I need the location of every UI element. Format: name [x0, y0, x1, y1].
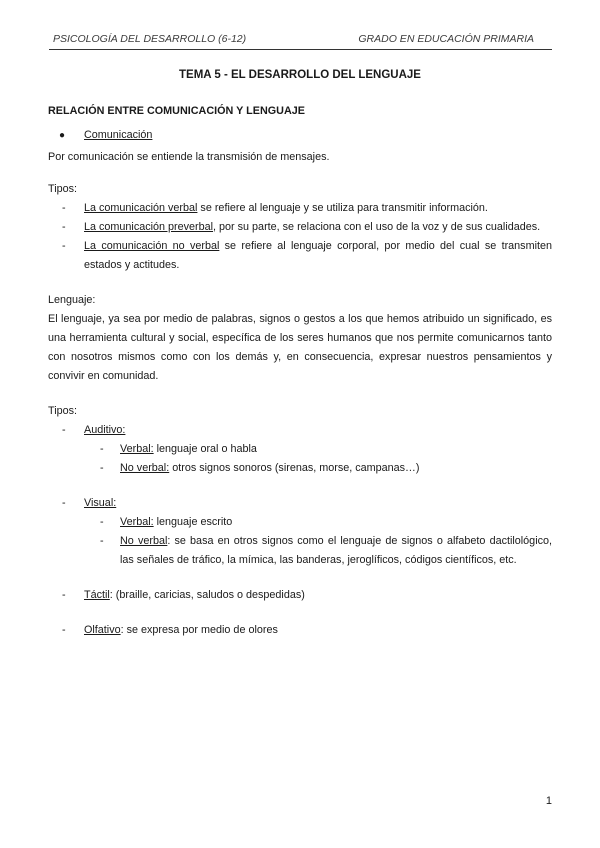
sub-list-item [48, 513, 552, 532]
header-course: PSICOLOGÍA DEL DESARROLLO (6-12) [53, 33, 247, 45]
lenguaje-definition: El lenguaje, ya sea por medio de palabras, signos o gestos a los que hemos atribuido un significado, es una herramienta cultural y social, específica de los seres humanos que nos permite comunicarnos tanto con nosotros mismos como con los demás y, en consecuencia, expresar nuestros pensamientos y convivir en comunidad. [48, 313, 552, 382]
list-item-text: se refiere al lenguaje corporal, por medio del cual se transmiten estados y actitudes. [84, 240, 552, 271]
list-item [48, 218, 552, 237]
sub-item-text: lenguaje oral o habla [153, 443, 257, 455]
sub-list-item [48, 440, 552, 459]
dash-marker: - [62, 589, 66, 601]
page-header [49, 33, 552, 49]
dash-marker: - [100, 516, 104, 528]
dash-marker: - [62, 497, 66, 509]
list-item [48, 199, 552, 218]
page-title: TEMA 5 - EL DESARROLLO DEL LENGUAJE [179, 69, 421, 81]
list-item-text: , por su parte, se relaciona con el uso de la voz y de sus cualidades. [213, 221, 541, 233]
dash-marker: - [100, 443, 104, 455]
lenguaje-tipos-list [48, 421, 552, 440]
list-item-auditivo [48, 421, 552, 440]
list-item-term: Auditivo: [84, 424, 126, 436]
comunicacion-definition: Por comunicación se entiende la transmisión de mensajes. [48, 151, 330, 163]
sub-item-term: Verbal: [120, 516, 154, 528]
header-degree: GRADO EN EDUCACIÓN PRIMARIA [358, 33, 534, 45]
dash-marker: - [100, 535, 104, 547]
sub-item-text: : se basa en otros signos como el lenguaje de signos o alfabeto dactilológico, las señales de tráfico, la mímica, las banderas, jeroglíficos, códigos científicos, etc. [120, 535, 552, 566]
header-rule [49, 49, 552, 50]
list-item-term: Olfativo [84, 624, 121, 636]
dash-marker: - [62, 221, 66, 233]
section-title: RELACIÓN ENTRE COMUNICACIÓN Y LENGUAJE [48, 105, 305, 117]
dash-marker: - [62, 624, 66, 636]
visual-sublist [48, 513, 552, 570]
sub-item-text: lenguaje escrito [153, 516, 233, 528]
lenguaje-tipos-list-olfativo [48, 621, 552, 640]
page-number: 1 [545, 795, 552, 807]
sub-item-term: Verbal: [120, 443, 154, 455]
auditivo-sublist [48, 440, 552, 478]
list-item-term: Visual: [84, 497, 117, 509]
sub-item-term: No verbal [120, 535, 168, 547]
dash-marker: - [100, 462, 104, 474]
list-item-text: : se expresa por medio de olores [120, 624, 278, 636]
document-body [48, 66, 552, 640]
list-item-term: Táctil [84, 589, 110, 601]
dash-marker: - [62, 240, 66, 252]
bullet-icon: ● [59, 130, 66, 141]
sub-item-text: otros signos sonoros (sirenas, morse, campanas…) [169, 462, 420, 474]
list-item [48, 237, 552, 275]
dash-marker: - [62, 424, 66, 436]
lenguaje-tipos-list-visual [48, 494, 552, 513]
dash-marker: - [62, 202, 66, 214]
sub-list-item [48, 532, 552, 570]
list-item-tactil [48, 586, 552, 605]
sub-list-item [48, 459, 552, 478]
list-item-term: La comunicación no verbal [84, 240, 220, 252]
comunicacion-tipos-list [48, 199, 552, 275]
list-item-term: La comunicación verbal [84, 202, 198, 214]
lenguaje-tipos-list-tactil [48, 586, 552, 605]
comunicacion-heading-text: Comunicación [84, 129, 153, 141]
list-item-text: : (braille, caricias, saludos o despedidas) [109, 589, 305, 601]
list-item-term: La comunicación preverbal [84, 221, 214, 233]
comunicacion-heading [48, 126, 552, 145]
list-item-text: se refiere al lenguaje y se utiliza para transmitir información. [197, 202, 488, 214]
lenguaje-tipos-label: Tipos: [48, 405, 78, 417]
comunicacion-tipos-label: Tipos: [48, 183, 78, 195]
lenguaje-label: Lenguaje: [48, 294, 96, 306]
sub-item-term: No verbal: [120, 462, 170, 474]
list-item-visual [48, 494, 552, 513]
list-item-olfativo [48, 621, 552, 640]
